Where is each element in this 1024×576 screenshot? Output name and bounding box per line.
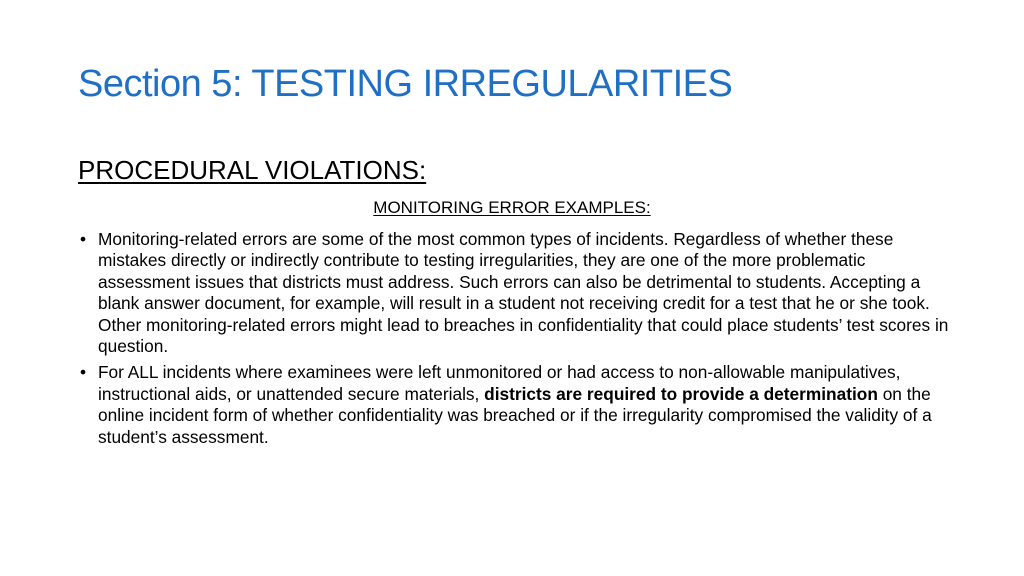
bullet-emphasis: districts are required to provide a determination — [484, 383, 878, 404]
section-heading: PROCEDURAL VIOLATIONS: — [78, 155, 427, 185]
bullet-item — [78, 362, 958, 448]
bullet-icon: • — [80, 229, 87, 249]
bullet-text: on the online incident form of whether confidentiality was breached or if the irregularity compromised the validity of a student’s assessment. — [98, 383, 932, 447]
bullet-text: Monitoring-related errors are some of the most common types of incidents. Regardless of whether these mistakes directly or indirectly contribute to testing irregularities, they are one of the more problematic assessment issues that districts must address. Such errors can also be detrimental to students. Accepting a blank answer document, for example, will result in a student not receiving credit for a test that he or she took. Other monitoring-related errors might lead to breaches in confidentiality that could place students’ test scores in question. — [98, 229, 949, 357]
bullet-icon: • — [80, 362, 87, 383]
bullet-text: For ALL incidents where examinees were left unmonitored or had access to non-allowable manipulatives, instructional aids, or unattended secure materials, — [98, 362, 901, 404]
bullet-list — [78, 229, 958, 453]
subheading: MONITORING ERROR EXAMPLES: — [373, 198, 651, 217]
slide-title: Section 5: TESTING IRREGULARITIES — [78, 63, 733, 105]
bullet-item — [78, 229, 958, 357]
